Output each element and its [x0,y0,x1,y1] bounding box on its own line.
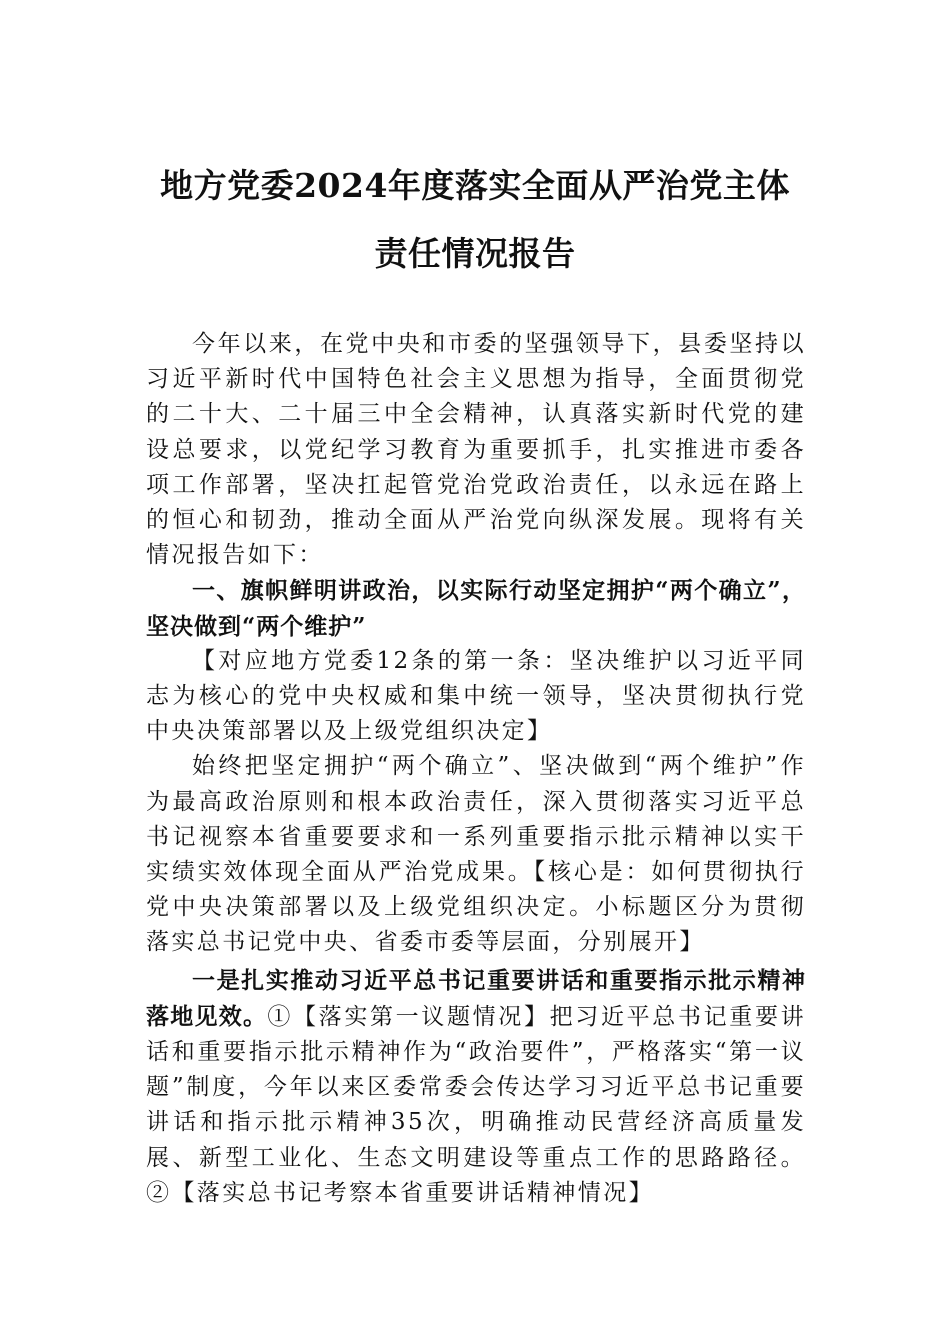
document-body [146,327,806,1211]
document-title-line-2: 责任情况报告 [374,234,576,273]
section-1-heading: 一、旗帜鲜明讲政治，以实际行动坚定拥护“两个确立”，坚决做到“两个维护” [146,577,806,640]
section-1-paragraph: 始终把坚定拥护“两个确立”、坚决做到“两个维护”作为最高政治原则和根本政治责任，深入贯彻落实习近平总书记视察本省重要要求和一系列重要指示批示精神以实干实绩实效体现全面从严治党成果。【核心是：如何贯彻执行党中央决策部署以及上级党组织决定。小标题区分为贯彻落实总书记党中央、省委市委等层面，分别展开】 [146,753,806,956]
intro-paragraph: 今年以来，在党中央和市委的坚强领导下，县委坚持以习近平新时代中国特色社会主义思想为指导，全面贯彻党的二十大、二十届三中全会精神，认真落实新时代党的建设总要求，以党纪学习教育为重要抓手，扎实推进市委各项工作部署，坚决扛起管党治党政治责任，以永远在路上的恒心和韧劲，推动全面从严治党向纵深发展。现将有关情况报告如下： [146,331,806,569]
point-1-lead: 一是扎实推动习近平总书记重要讲话和重要指示批示精神落地见效。 [146,966,806,1030]
document-title-line-1: 地方党委2024年度落实全面从严治党主体 [160,166,790,205]
point-1-paragraph [146,963,806,1211]
section-1-note: 【对应地方党委12条的第一条：坚决维护以习近平同志为核心的党中央权威和集中统一领导，坚决贯彻执行党中央决策部署以及上级党组织决定】 [146,647,806,745]
point-1-text: ①【落实第一议题情况】把习近平总书记重要讲话和重要指示批示精神作为“政治要件”，严格落实“第一议题”制度，今年以来区委常委会传达学习习近平总书记重要讲话和指示批示精神35次，明确推动民营经济高质量发展、新型工业化、生态文明建设等重点工作的思路路径。②【落实总书记考察本省重要讲话精神情况】 [146,1003,807,1206]
